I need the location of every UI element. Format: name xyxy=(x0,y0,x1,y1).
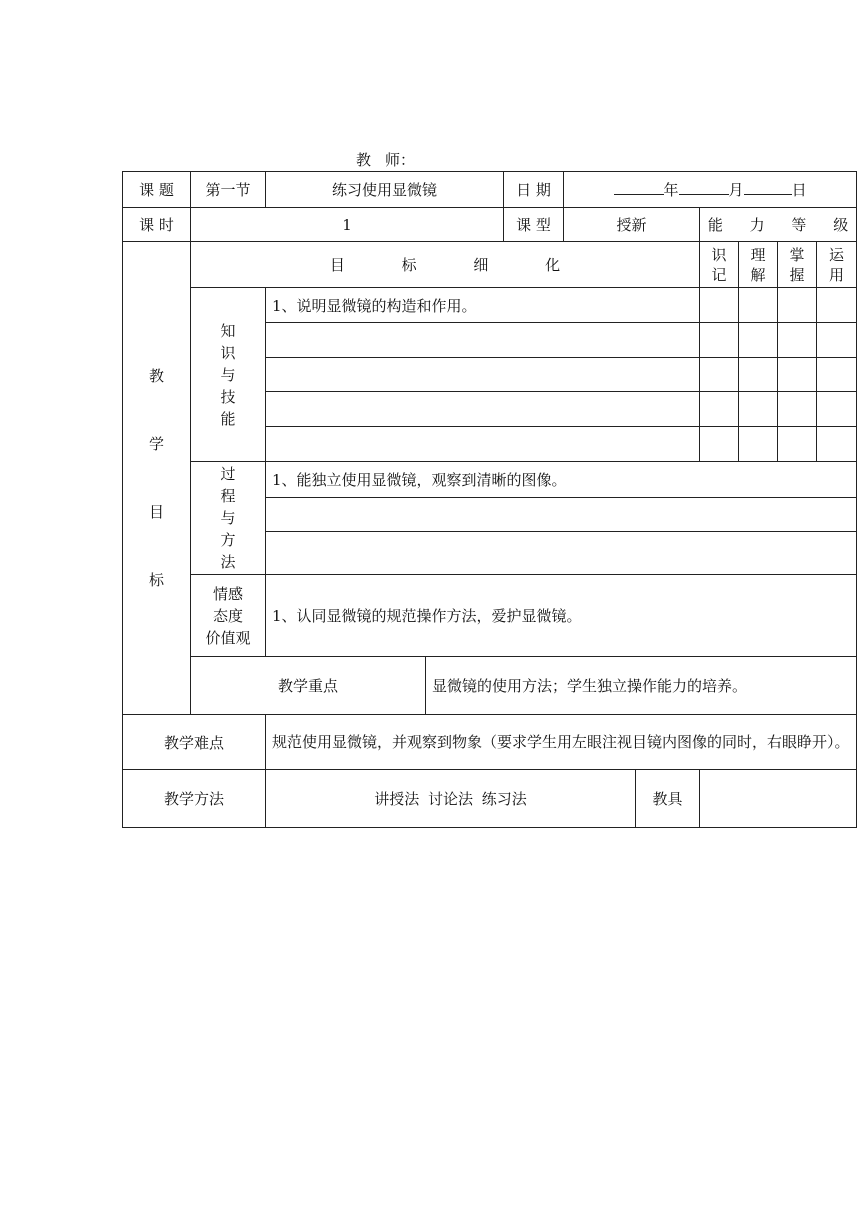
process-item xyxy=(266,498,857,532)
month-blank xyxy=(679,182,729,195)
date-label: 日 期 xyxy=(504,172,564,208)
emotion-line: 情感 xyxy=(212,584,243,603)
year-blank xyxy=(614,182,664,195)
level-cell xyxy=(739,323,778,358)
topic-label: 课 题 xyxy=(123,172,191,208)
emotion-row xyxy=(123,575,857,657)
level-recall xyxy=(700,242,739,288)
level-cell xyxy=(817,358,857,392)
knowledge-char: 能 xyxy=(220,409,236,428)
level-master-bottom: 握 xyxy=(789,265,805,284)
knowledge-label xyxy=(191,288,266,462)
process-row xyxy=(123,462,857,498)
level-understand-bottom: 解 xyxy=(750,265,766,284)
goals-side-char: 学 xyxy=(148,435,164,453)
level-cell xyxy=(700,288,739,323)
level-cell xyxy=(778,392,817,427)
key-point-label: 教学重点 xyxy=(191,657,426,715)
process-char: 过 xyxy=(220,465,236,483)
key-point-value: 显微镜的使用方法；学生独立操作能力的培养。 xyxy=(426,657,857,715)
level-cell xyxy=(778,288,817,323)
teacher-label-rest: 师： xyxy=(385,151,416,169)
knowledge-item xyxy=(266,323,700,358)
teacher-label-char: 教 xyxy=(356,151,372,169)
level-cell xyxy=(700,427,739,462)
tools-value xyxy=(700,770,857,828)
level-cell xyxy=(700,392,739,427)
level-cell xyxy=(700,358,739,392)
key-point-row xyxy=(123,657,857,715)
process-char: 程 xyxy=(220,487,236,505)
period-label: 课 时 xyxy=(123,208,191,242)
process-label xyxy=(191,462,266,575)
level-cell xyxy=(778,427,817,462)
level-cell xyxy=(739,288,778,323)
goals-side-label xyxy=(123,242,191,715)
knowledge-char: 知 xyxy=(220,321,236,340)
level-master-top: 掌 xyxy=(789,245,805,264)
method-row xyxy=(123,770,857,828)
goals-side-char: 教 xyxy=(148,367,164,385)
month-label: 月 xyxy=(728,181,744,199)
type-value: 授新 xyxy=(564,208,700,242)
knowledge-char: 与 xyxy=(220,365,236,384)
level-apply xyxy=(817,242,857,288)
topic-row xyxy=(123,172,857,208)
topic-title: 练习使用显微镜 xyxy=(266,172,504,208)
process-char: 法 xyxy=(220,553,236,571)
type-label: 课 型 xyxy=(504,208,564,242)
goals-header-row xyxy=(123,242,857,288)
level-apply-bottom: 用 xyxy=(829,265,845,284)
emotion-line: 态度 xyxy=(212,606,243,625)
period-row xyxy=(123,208,857,242)
difficulty-value: 规范使用显微镜，并观察到物象（要求学生用左眼注视目镜内图像的同时，右眼睁开）。 xyxy=(266,715,857,770)
emotion-line: 价值观 xyxy=(205,628,251,647)
level-cell xyxy=(739,427,778,462)
knowledge-item xyxy=(266,358,700,392)
level-cell xyxy=(739,358,778,392)
date-field xyxy=(564,172,857,208)
level-cell xyxy=(739,392,778,427)
lesson-plan-table xyxy=(122,171,857,828)
knowledge-item xyxy=(266,427,700,462)
goals-side-char: 目 xyxy=(148,503,164,521)
process-char: 与 xyxy=(220,509,236,527)
day-label: 日 xyxy=(791,181,807,199)
teacher-line xyxy=(356,150,415,170)
knowledge-char: 技 xyxy=(220,387,236,406)
level-cell xyxy=(778,323,817,358)
knowledge-row xyxy=(123,288,857,323)
level-cell xyxy=(778,358,817,392)
knowledge-item xyxy=(266,392,700,427)
level-recall-bottom: 记 xyxy=(711,265,727,284)
difficulty-row xyxy=(123,715,857,770)
level-apply-top: 运 xyxy=(829,245,845,264)
year-label: 年 xyxy=(663,181,679,199)
level-recall-top: 识 xyxy=(711,245,727,264)
section-cell: 第一节 xyxy=(191,172,266,208)
day-blank xyxy=(744,182,792,195)
knowledge-item: 1、说明显微镜的构造和作用。 xyxy=(266,288,700,323)
difficulty-label: 教学难点 xyxy=(123,715,266,770)
method-value: 讲授法 讨论法 练习法 xyxy=(266,770,636,828)
goals-side-char: 标 xyxy=(148,571,164,589)
level-cell xyxy=(817,392,857,427)
emotion-label xyxy=(191,575,266,657)
process-item: 1、能独立使用显微镜，观察到清晰的图像。 xyxy=(266,462,857,498)
level-cell xyxy=(817,288,857,323)
ability-label: 能 力 等 级 xyxy=(700,208,857,242)
period-value: 1 xyxy=(191,208,504,242)
detail-header: 目 标 细 化 xyxy=(191,242,700,288)
level-understand-top: 理 xyxy=(750,245,766,264)
level-understand xyxy=(739,242,778,288)
tools-label: 教具 xyxy=(636,770,700,828)
process-item xyxy=(266,532,857,575)
level-master xyxy=(778,242,817,288)
method-label: 教学方法 xyxy=(123,770,266,828)
emotion-item: 1、认同显微镜的规范操作方法，爱护显微镜。 xyxy=(266,575,857,657)
process-char: 方 xyxy=(220,531,236,549)
level-cell xyxy=(817,427,857,462)
level-cell xyxy=(700,323,739,358)
level-cell xyxy=(817,323,857,358)
knowledge-char: 识 xyxy=(220,343,236,362)
